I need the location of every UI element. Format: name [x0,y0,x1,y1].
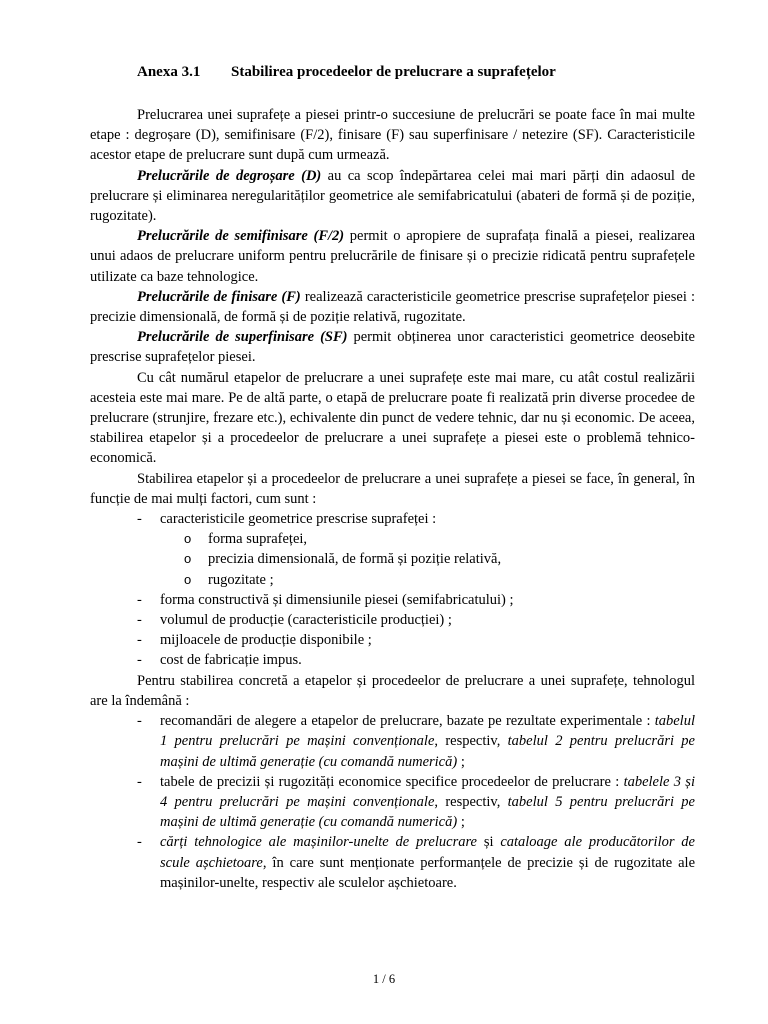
stage-paragraph-degrosare [90,166,695,227]
list-item [90,772,695,833]
list-item-text: ; [457,753,465,770]
stage-text: realizează caracteristicile geometrice prescrise suprafețelor piesei : precizie dimensională, de formă și de poziție relativă, rugozitate. [90,288,695,326]
sub-list-item-text: rugozitate ; [208,571,274,588]
table-reference: tabelele 3 și 4 pentru prelucrări pe mașini convenționale [160,773,695,810]
intro-paragraph: Prelucrarea unei suprafețe a piesei printr-o succesiune de prelucrări se poate face în mai multe etape : degroșare (D), semifinisare (F/2), finisare (F) sau superfinisare / netezire (SF). Caracteristicile acestor etape de prelucrare sunt după cum urmează. [90,107,695,164]
stage-text: permit o apropiere de suprafața finală a piesei, realizarea unui adaos de prelucrare uniform pentru prelucrările de finisare și o precizie ridicată pentru suprafețele utilizate ca baze tehnologice. [90,228,696,285]
dash-bullet: - [137,773,142,790]
tools-intro-paragraph: Pentru stabilirea concretă a etapelor și procedeelor de prelucrare a unei suprafețe, tehnologul are la îndemână : [90,672,695,709]
source-reference: cărți tehnologice ale mașinilor-unelte de prelucrare [160,834,477,851]
stage-paragraph-superfinisare [90,327,695,367]
dash-bullet: - [137,612,142,629]
list-item-text: , respectiv, [434,733,508,750]
list-item [90,509,695,590]
dash-bullet: - [137,652,142,669]
table-reference: tabelul 2 pentru prelucrări pe mașini de ultimă generație (cu comandă numerică) [160,733,695,770]
stage-text: au ca scop îndepărtarea celei mai mari părți din adaosul de prelucrare și eliminarea neregularităților geometrice ale semifabricatului (abateri de formă și de poziție, rugozitate). [90,167,696,225]
stage-lead: Prelucrările de finisare (F) [137,288,301,305]
list-item [90,630,695,650]
list-item-text: și [477,834,501,851]
list-item [90,650,695,670]
circle-bullet-icon: o [184,571,192,587]
dash-bullet: - [137,834,142,851]
stage-lead: Prelucrările de superfinisare (SF) [137,329,348,346]
sub-list-item [90,529,695,549]
list-item-text: caracteristicile geometrice prescrise suprafeței : [160,511,437,528]
list-item-text: tabele de precizii și rugozități economice specifice procedeelor de prelucrare : [160,773,624,790]
list-item-text: , în care sunt menționate performanțele de precizie și de rugozitate ale mașinilor-unelte, respectiv ale sculelor așchietoare. [160,854,695,891]
table-reference: tabelul 5 pentru prelucrări pe mașini de ultimă generație (cu comandă numerică) [160,793,695,831]
dash-bullet: - [137,591,142,608]
stage-paragraph-finisare [90,287,695,327]
list-item [90,711,695,772]
list-item [90,610,695,630]
document-body [90,64,695,893]
sub-list-item [90,570,695,590]
table-reference: tabelul 1 pentru prelucrări pe mașini convenționale [160,713,695,750]
circle-bullet-icon: o [184,531,192,547]
dash-bullet: - [137,713,142,730]
sub-factors-list [160,529,695,590]
section-heading [90,64,695,88]
list-item [90,590,695,610]
stage-text: permit obținerea unor caracteristici geometrice deosebite prescrise suprafețelor piesei. [90,329,695,366]
stage-lead: Prelucrările de degroșare (D) [137,167,322,184]
stage-paragraph-semifinisare [90,226,695,287]
annex-number: Anexa 3.1 [137,64,201,80]
list-item-text: recomandări de alegere a etapelor de prelucrare, bazate pe rezultate experimentale : [160,713,655,730]
cost-paragraph: Cu cât numărul etapelor de prelucrare a unei suprafețe este mai mare, cu atât costul realizării acesteia este mai mare. Pe de altă parte, o etapă de prelucrare poate fi realizată prin diverse procedee de prelucrare (strunjire, frezare etc.), echivalente din punct de vedere tehnic, dar nu și economic. De aceea, stabilirea etapelor și a procedeelor de prelucrare a unei suprafețe a piesei este o problemă tehnico-economică. [90,369,695,467]
page-number: 1 / 6 [372,972,396,986]
list-item-text: , respectiv, [434,793,508,810]
factors-intro-paragraph: Stabilirea etapelor și a procedeelor de prelucrare a unei suprafețe a piesei se face, în general, în funcție de mai mulți factori, cum sunt : [90,470,695,507]
sub-list-item [90,549,695,569]
dash-bullet: - [137,632,142,649]
list-item-text: mijloacele de producție disponibile ; [160,632,372,649]
stage-lead: Prelucrările de semifinisare (F/2) [137,228,345,245]
sub-list-item-text: precizia dimensională, de formă și poziție relativă, [208,551,502,568]
list-item-text: cost de fabricație impus. [160,652,302,669]
list-item-text: ; [457,814,465,831]
list-item [90,832,695,893]
sub-list-item-text: forma suprafeței, [208,531,308,548]
factors-list [90,509,695,671]
dash-bullet: - [137,511,142,528]
section-title: Stabilirea procedeelor de prelucrare a suprafețelor [231,64,556,80]
list-item-text: forma constructivă și dimensiunile piesei (semifabricatului) ; [160,591,514,608]
list-item-text: volumul de producție (caracteristicile producției) ; [160,612,452,629]
source-reference: cataloage ale producătorilor de scule așchietoare [160,834,695,871]
circle-bullet-icon: o [184,551,192,567]
tools-list [90,711,695,893]
